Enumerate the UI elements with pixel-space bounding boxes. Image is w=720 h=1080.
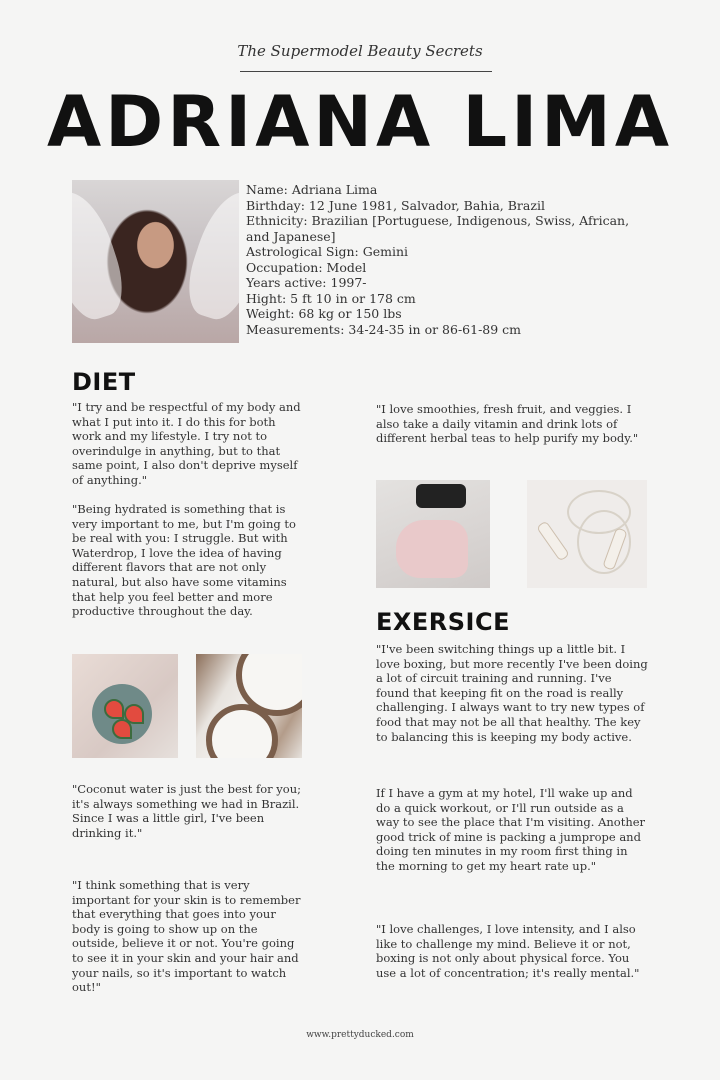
exercise-quote-hotel: If I have a gym at my hotel, I'll wake up and do a quick workout, or I'll run outside as a way to see the place that I'm visiting. Another good trick of mine is packing a jumprope and doing ten minutes in my room first thing in the morning to get my heart rate up." — [376, 786, 646, 873]
bio-height: Hight: 5 ft 10 in or 178 cm — [246, 290, 416, 306]
bio-years-active: Years active: 1997- — [246, 275, 367, 290]
profile-photo — [72, 180, 239, 343]
diet-quote-hydration: "Being hydrated is something that is very important to me, but I'm going to be real with you: I struggle. But with Waterdrop, I love the idea of having different flavors that are not only natural, but also have some vitamins that help you feel better and more productive throughout the day. — [72, 502, 296, 619]
diet-heading: DIET — [72, 368, 136, 396]
bio-ethnicity: Ethnicity: Brazilian [Portuguese, Indigenous, Swiss, African, — [246, 213, 630, 228]
boxing-glove — [396, 520, 468, 578]
wrist-strap — [416, 484, 466, 508]
bio-measurements: Measurements: 34-24-35 in or 86-61-89 cm — [246, 321, 522, 337]
exercise-heading: EXERSICE — [376, 608, 510, 636]
page-title: ADRIANA LIMA — [46, 81, 673, 163]
bio-details — [246, 182, 666, 337]
bio-weight: Weight: 68 kg or 150 lbs — [246, 306, 402, 321]
watermelon-slice — [104, 699, 124, 719]
coconut-photo — [196, 654, 302, 758]
angel-wing-right — [178, 184, 239, 326]
watermelon-photo — [72, 654, 178, 758]
exercise-quote-boxing: "I've been switching things up a little bit. I love boxing, but more recently I've been doing a lot of circuit training and running. I've found that keeping fit on the road is really challenging. I always want to try new types of food that may not be all that healthy. The key to balancing this is keeping my body active. — [376, 642, 648, 744]
rope-handle — [536, 520, 570, 561]
watermelon-slice — [112, 719, 132, 739]
bio-occupation: Occupation: Model — [246, 259, 367, 275]
page-subtitle: The Supermodel Beauty Secrets — [237, 42, 483, 60]
exercise-quote-challenges: "I love challenges, I love intensity, and I also like to challenge my mind. Believe it or not, boxing is not only about physical force. You use a lot of concentration; it's really mental." — [376, 922, 640, 980]
boxing-gloves-photo — [376, 480, 490, 588]
angel-wing-left — [72, 184, 133, 326]
bio-name: Name: Adriana Lima — [246, 182, 378, 197]
footer-url: www.prettyducked.com — [306, 1030, 414, 1040]
jump-rope-photo — [527, 480, 647, 588]
diet-quote-coconut: "Coconut water is just the best for you; it's always something we had in Brazil. Since I was a little girl, I've been drinking it." — [72, 782, 302, 840]
subtitle-divider — [240, 71, 492, 72]
diet-quote-respect: "I try and be respectful of my body and what I put into it. I do this for both work and my lifestyle. I try not to overindulge in anything, but to that same point, I also don't deprive myself of anything." — [72, 400, 301, 487]
bio-sign: Astrological Sign: Gemini — [246, 244, 408, 259]
diet-quote-smoothies: "I love smoothies, fresh fruit, and veggies. I also take a daily vitamin and drink lots of different herbal teas to help purify my body." — [376, 402, 639, 446]
diet-quote-skin: "I think something that is very important for your skin is to remember that everything that goes into your body is going to show up on the outside, believe it or not. You're going to see it in your skin and your hair and your nails, so it's important to watch out!" — [72, 878, 301, 995]
bio-birthday: Birthday: 12 June 1981, Salvador, Bahia, Brazil — [246, 197, 545, 213]
bio-ethnicity-cont: and Japanese] — [246, 228, 336, 244]
